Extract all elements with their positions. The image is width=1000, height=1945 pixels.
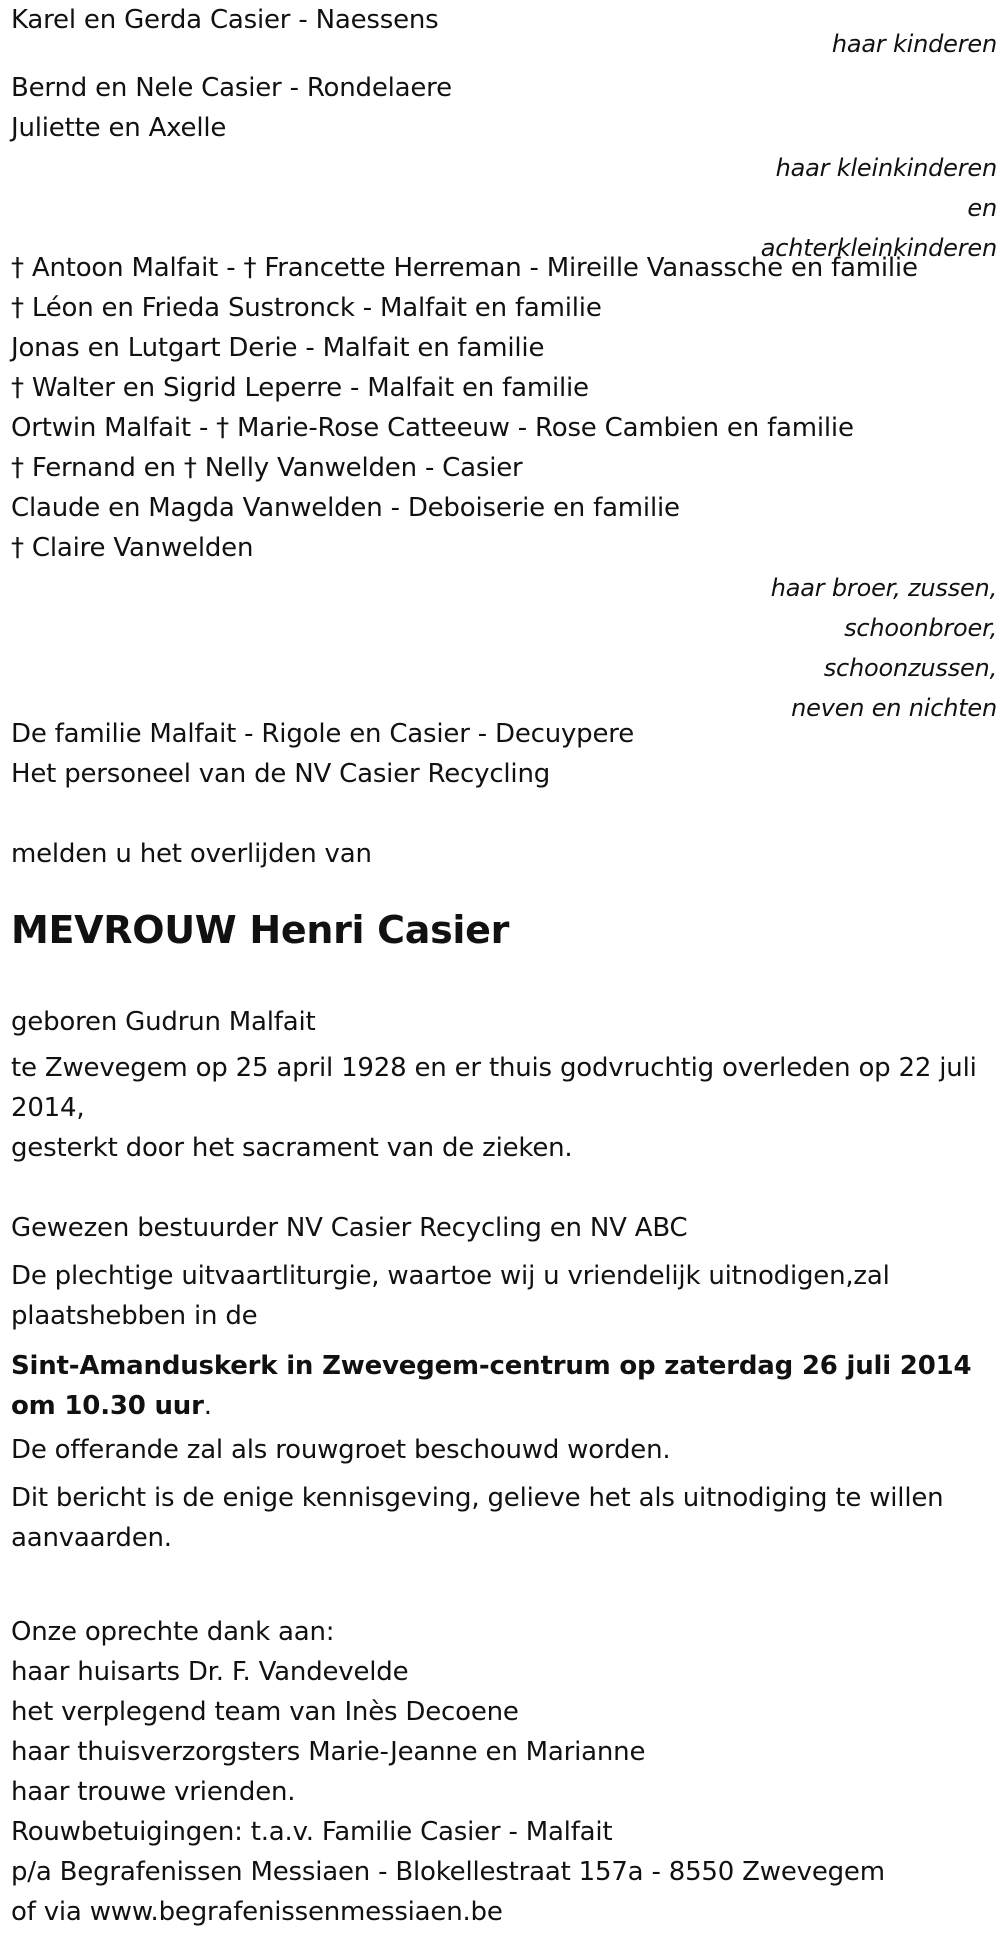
thanks-line: p/a Begrafenissen Messiaen - Blokellestraat 157a - 8550 Zwevegem: [11, 1857, 885, 1887]
family-line: † Claire Vanwelden: [11, 533, 254, 563]
role-grandchildren-line: haar kleinkinderen: [775, 154, 997, 182]
deceased-name: MEVROUW Henri Casier: [11, 908, 510, 952]
sacrament-text: gesterkt door het sacrament van de zieken.: [11, 1133, 573, 1163]
funeral-location-paragraph: [11, 1346, 986, 1426]
thanks-line: haar huisarts Dr. F. Vandevelde: [11, 1657, 409, 1687]
family-line: Jonas en Lutgart Derie - Malfait en familie: [11, 333, 545, 363]
family-block-extended: [11, 714, 997, 794]
role-siblings-line: schoonzussen,: [823, 654, 997, 682]
notice-text: Dit bericht is de enige kennisgeving, gelieve het als uitnodiging te willen aanvaarden.: [11, 1483, 944, 1553]
role-siblings-line: neven en nichten: [791, 694, 997, 722]
funeral-intro-text: De plechtige uitvaartliturgie, waartoe wij u vriendelijk uitnodigen,zal plaatshebben in de: [11, 1261, 890, 1331]
role-grandchildren-line: achterkleinkinderen: [760, 234, 997, 262]
offering-text: De offerande zal als rouwgroet beschouwd worden.: [11, 1435, 671, 1465]
family-line: † Léon en Frieda Sustronck - Malfait en familie: [11, 293, 602, 323]
role-children: haar kinderen: [831, 30, 997, 58]
family-line: Ortwin Malfait - † Marie-Rose Catteeuw - Rose Cambien en familie: [11, 413, 854, 443]
thanks-line: haar thuisverzorgsters Marie-Jeanne en Marianne: [11, 1737, 646, 1767]
birth-death-block: [11, 1048, 986, 1168]
thanks-line: Rouwbetuigingen: t.a.v. Familie Casier - Malfait: [11, 1817, 613, 1847]
thanks-line: het verplegend team van Inès Decoene: [11, 1697, 519, 1727]
funeral-location-suffix: .: [203, 1391, 212, 1421]
family-line: Karel en Gerda Casier - Naessens: [11, 5, 439, 35]
family-block-siblings: [11, 248, 997, 728]
birth-death-text: te Zwevegem op 25 april 1928 en er thuis godvruchtig overleden op 22 juli 2014,: [11, 1053, 977, 1123]
family-line: De familie Malfait - Rigole en Casier - Decuypere: [11, 719, 634, 749]
family-line: † Walter en Sigrid Leperre - Malfait en familie: [11, 373, 589, 403]
thanks-line: Onze oprechte dank aan:: [11, 1617, 335, 1647]
family-line: † Fernand en † Nelly Vanwelden - Casier: [11, 453, 523, 483]
role-siblings-line: schoonbroer,: [844, 614, 997, 642]
family-line: Juliette en Axelle: [11, 113, 227, 143]
thanks-block: [11, 1612, 997, 1932]
family-block-grandchildren: [11, 68, 997, 268]
role-grandchildren-line: en: [967, 194, 997, 222]
thanks-line: haar trouwe vrienden.: [11, 1777, 296, 1807]
family-block-children: [11, 0, 997, 58]
website-link[interactable]: of via www.begrafenissenmessiaen.be: [11, 1897, 503, 1927]
family-line: Bernd en Nele Casier - Rondelaere: [11, 73, 452, 103]
born-as-text: geboren Gudrun Malfait: [11, 1007, 316, 1037]
announcement-text: melden u het overlijden van: [11, 839, 372, 869]
family-line: † Antoon Malfait - † Francette Herreman - Mireille Vanassche en familie: [11, 253, 918, 283]
family-line: Claude en Magda Vanwelden - Deboiserie en familie: [11, 493, 680, 523]
funeral-location-text: Sint-Amanduskerk in Zwevegem-centrum op zaterdag 26 juli 2014 om 10.30 uur: [11, 1351, 972, 1421]
former-role-text: Gewezen bestuurder NV Casier Recycling en NV ABC: [11, 1213, 688, 1243]
role-siblings-line: haar broer, zussen,: [770, 574, 997, 602]
family-line: Het personeel van de NV Casier Recycling: [11, 759, 551, 789]
